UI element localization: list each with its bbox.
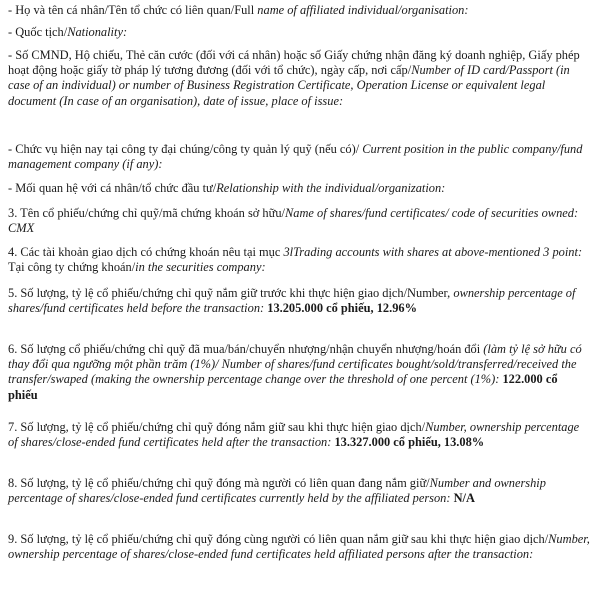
item-value: 13.205.000 cổ phiếu, 12.96% — [267, 301, 417, 316]
item-text-vi-2: Tại công ty chứng khoán/ — [8, 260, 136, 275]
item-text-en: Number, ownership percentage of shares/close-ended fund certificates held after the transaction: — [8, 420, 580, 450]
item-id-document — [8, 48, 590, 109]
item-text-en: Relationship with the individual/organization: — [216, 181, 446, 195]
item-value: 122.000 cổ phiếu — [8, 372, 558, 402]
item-text-vi: - Chức vụ hiện nay tại công ty đại chúng/công ty quản lý quỹ (nếu có)/ — [8, 142, 363, 156]
item-trading-accounts — [8, 245, 590, 275]
item-text-en: ownership percentage of shares/fund certificates held before the transaction: — [8, 286, 576, 316]
item-text-en: Number of ID card/Passport (in case of an individual) or number of Business Registration Certificate, Operation License or equivalent legal document (In case of an organisation), date of issue, place of issue: — [8, 63, 570, 108]
item-text-en: Number, ownership percentage of shares/close-ended fund certificates held affiliated persons after the transaction: — [8, 532, 590, 562]
item-text-vi: 6. Số lượng cổ phiếu/chứng chỉ quỹ đã mua/bán/chuyển nhượng/nhận chuyển nhượng/hoán đổi — [8, 342, 484, 356]
item-text-vi: 9. Số lượng, tỷ lệ cổ phiếu/chứng chỉ quỹ đóng cùng người có liên quan nắm giữ sau khi thực hiện giao dịch/ — [8, 532, 549, 546]
item-text-vi: - Quốc tịch/ — [8, 25, 68, 39]
item-text-vi: 7. Số lượng, tỷ lệ cổ phiếu/chứng chỉ quỹ đóng nắm giữ sau khi thực hiện giao dịch/ — [8, 420, 426, 434]
item-holding-after — [8, 420, 590, 450]
item-nationality — [8, 25, 590, 40]
item-text-vi: - Họ và tên cá nhân/Tên tổ chức có liên quan/Full — [8, 3, 258, 17]
item-text-vi: 3. Tên cổ phiếu/chứng chỉ quỹ/mã chứng khoán sở hữu/ — [8, 206, 285, 220]
item-traded-quantity — [8, 342, 590, 403]
item-text-vi: - Số CMND, Hộ chiếu, Thẻ căn cước (đối với cá nhân) hoặc số Giấy chứng nhận đăng ký doanh nghiệp, Giấy phép hoạt động hoặc giấy tờ pháp lý tương đương (đối với tổ chức), ngày cấp, nơi cấp/ — [8, 48, 580, 78]
item-text-vi: - Mối quan hệ với cá nhân/tổ chức đầu tư/ — [8, 181, 217, 195]
item-text-vi: 4. Các tài khoản giao dịch có chứng khoán nêu tại mục — [8, 245, 284, 259]
item-text-en-2: in the securities company: — [135, 260, 266, 275]
item-text-en: name of affiliated individual/organisation: — [257, 3, 469, 17]
item-current-position — [8, 142, 590, 172]
item-value: 13.327.000 cổ phiếu, 13.08% — [334, 435, 485, 450]
item-value: N/A — [453, 491, 475, 506]
item-text-en: 3lTrading accounts with shares at above-mentioned 3 point: — [283, 245, 583, 259]
item-affiliated-holding — [8, 476, 590, 506]
item-text-en: Current position in the public company/fund management company (if any): — [8, 142, 583, 172]
item-combined-holding — [8, 532, 590, 562]
item-holding-before — [8, 286, 590, 316]
item-text-vi: 8. Số lượng, tỷ lệ cổ phiếu/chứng chỉ quỹ đóng mà người có liên quan đang nắm giữ/ — [8, 476, 430, 490]
item-text-vi: 5. Số lượng, tỷ lệ cổ phiếu/chứng chỉ quỹ nắm giữ trước khi thực hiện giao dịch/Number, — [8, 286, 454, 300]
item-text-en: (làm tỷ lệ sở hữu có thay đổi qua ngưỡng một phần trăm (1%)/ Number of shares/fund certificates bought/sold/transferred/received the transfer/swaped (making the ownership percentage change over the threshold of one percent (1%): — [8, 342, 582, 387]
item-share-name — [8, 206, 590, 236]
item-relationship — [8, 181, 590, 196]
item-text-en: Number and ownership percentage of shares/close-ended fund certificates currently held by the affiliated person: — [8, 476, 546, 506]
item-text-en: Name of shares/fund certificates/ code of securities owned: CMX — [8, 206, 579, 236]
item-text-en: Nationality: — [67, 25, 128, 39]
item-affiliated-name — [8, 3, 590, 18]
